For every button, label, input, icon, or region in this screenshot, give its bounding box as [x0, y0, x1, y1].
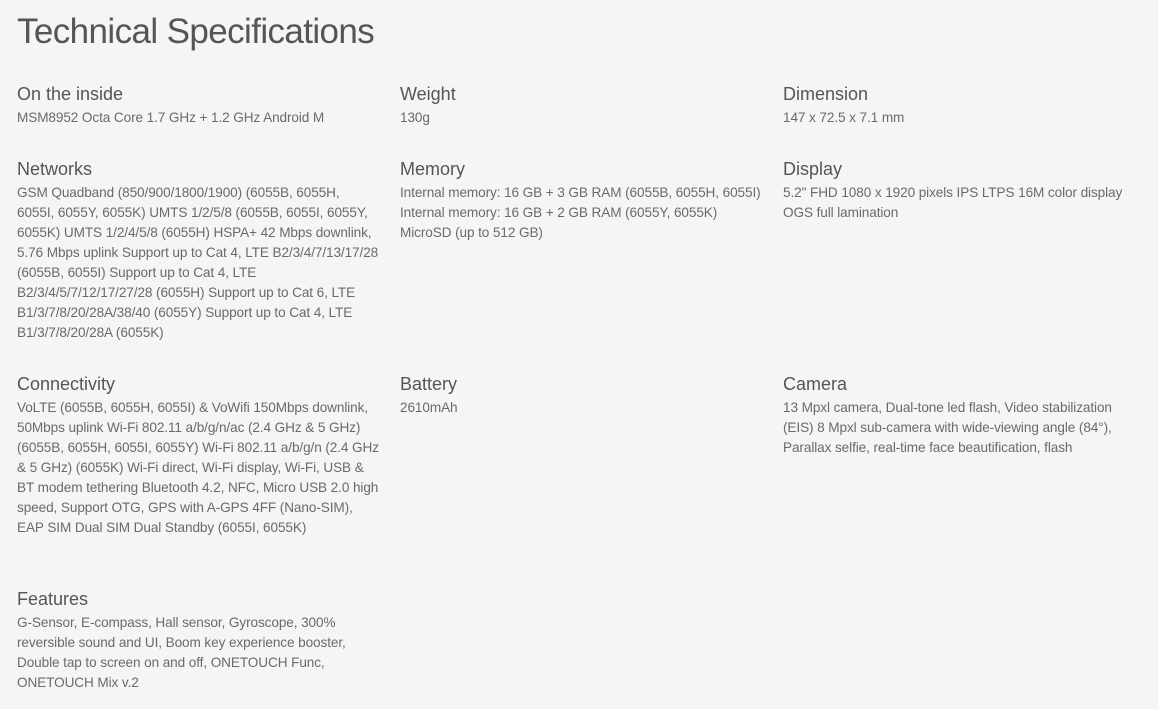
spec-heading: Weight — [400, 84, 456, 104]
specs-grid — [17, 82, 1152, 697]
spec-networks — [17, 157, 400, 372]
spec-value: 147 x 72.5 x 7.1 mm — [783, 110, 905, 125]
spec-heading: Memory — [400, 159, 466, 179]
spec-value: 5.2" FHD 1080 x 1920 pixels IPS LTPS 16M color display OGS full lamination — [783, 185, 1123, 220]
spec-features — [17, 587, 400, 697]
spec-dimension — [783, 82, 1152, 157]
spec-heading: Battery — [400, 374, 458, 394]
spec-weight — [400, 82, 783, 157]
spec-display — [783, 157, 1152, 372]
spec-camera — [783, 372, 1152, 587]
spec-heading: Features — [17, 589, 89, 609]
page-title: Technical Specifications — [17, 12, 375, 51]
spec-heading: Camera — [783, 374, 848, 394]
spec-battery — [400, 372, 783, 587]
spec-value: 2610mAh — [400, 400, 458, 415]
spec-heading: Dimension — [783, 84, 869, 104]
spec-value: MSM8952 Octa Core 1.7 GHz + 1.2 GHz Android M — [17, 110, 325, 125]
spec-value: VoLTE (6055B, 6055H, 6055I) & VoWifi 150Mbps downlink, 50Mbps uplink Wi-Fi 802.11 a/b/g/n/ac (2.4 GHz & 5 GHz) (6055B, 6055H, 6055I, 6055Y) Wi-Fi 802.11 a/b/g/n (2.4 GHz & 5 GHz) (6055K) Wi-Fi direct, Wi-Fi display, Wi-Fi, USB & BT modem tethering Bluetooth 4.2, NFC, Micro USB 2.0 high speed, Support OTG, GPS with A-GPS 4FF (Nano-SIM), EAP SIM Dual SIM Dual Standby (6055I, 6055K) — [17, 400, 379, 535]
spec-inside — [17, 82, 400, 157]
spec-value: G-Sensor, E-compass, Hall sensor, Gyroscope, 300% reversible sound and UI, Boom key experience booster, Double tap to screen on and off, ONETOUCH Func, ONETOUCH Mix v.2 — [17, 615, 346, 690]
spec-value: 13 Mpxl camera, Dual-tone led flash, Video stabilization (EIS) 8 Mpxl sub-camera with wide-viewing angle (84°), Parallax selfie, real-time face beautification, flash — [783, 400, 1112, 455]
spec-value: GSM Quadband (850/900/1800/1900) (6055B, 6055H, 6055I, 6055Y, 6055K) UMTS 1/2/5/8 (6055B, 6055I, 6055Y, 6055K) UMTS 1/2/4/5/8 (6055H) HSPA+ 42 Mbps downlink, 5.76 Mbps uplink Support up to Cat 4, LTE B2/3/4/7/13/17/28 (6055B, 6055I) Support up to Cat 4, LTE B2/3/4/5/7/12/17/27/28 (6055H) Support up to Cat 6, LTE B1/3/7/8/20/28A/38/40 (6055Y) Support up to Cat 4, LTE B1/3/7/8/20/28A (6055K) — [17, 185, 379, 340]
spec-connectivity — [17, 372, 400, 587]
spec-value: Internal memory: 16 GB + 3 GB RAM (6055B, 6055H, 6055I) Internal memory: 16 GB + 2 GB RAM (6055Y, 6055K) MicroSD (up to 512 GB) — [400, 185, 761, 240]
spec-heading: Connectivity — [17, 374, 116, 394]
spec-value: 130g — [400, 110, 430, 125]
spec-heading: Networks — [17, 159, 93, 179]
spec-heading: On the inside — [17, 84, 124, 104]
spec-memory — [400, 157, 783, 372]
spec-heading: Display — [783, 159, 843, 179]
